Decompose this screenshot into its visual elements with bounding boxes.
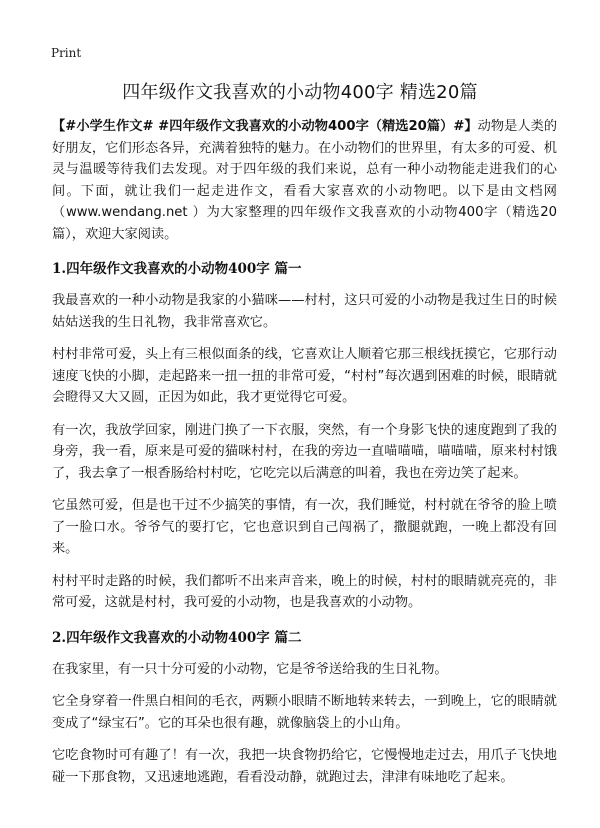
intro-text: 动物是人类的好朋友，它们形态各异，充满着独特的魅力。在小动物们的世界里，有太多的可爱、机灵与温暖等待我们去发现。对于四年级的我们来说，总有一种小动物能走进我们的心间。下面，就让我们一起走进作文，看看大家喜欢的小动物吧。以下是由文档网（www.wendang.net ）为大家整理的四年级作文我喜欢的小动物400字（精选20篇），欢迎大家阅读。 xyxy=(52,119,558,242)
section-2-paragraph-3: 它吃食物时可有趣了！有一次，我把一块食物扔给它，它慢慢地走过去，用爪子飞快地碰一下那食物，又迅速地逃跑，看看没动静，就跑过去，津津有味地吃了起来。 xyxy=(52,748,557,785)
section-heading-1: 1.四年级作文我喜欢的小动物400字 篇一 xyxy=(52,261,302,277)
section-1-paragraph-4: 它虽然可爱，但是也干过不少搞笑的事情，有一次，我们睡觉，村村就在爷爷的脸上喷了一脸口水。爷爷气的要打它，它也意识到自己闯祸了，撒腿就跑，一晚上都没有回来。 xyxy=(52,498,557,556)
section-1-paragraph-3: 有一次，我放学回家，刚进门换了一下衣服，突然，有一个身影飞快的速度跑到了我的身旁，我一看，原来是可爱的猫咪村村，在我的旁边一直喵喵喵，喵喵喵，原来村村饿了，我去拿了一根香肠给村村吃，它吃完以后满意的叫着，我也在旁边笑了起来。 xyxy=(52,422,557,481)
section-2-paragraph-2: 它全身穿着一件黑白相间的毛衣，两颗小眼睛不断地转来转去，一到晚上，它的眼睛就变成了“绿宝石”。它的耳朵也很有趣，就像脑袋上的小山角。 xyxy=(52,694,557,731)
document-title: 四年级作文我喜欢的小动物400字 精选20篇 xyxy=(122,82,478,103)
print-link[interactable]: Print xyxy=(51,46,82,60)
section-1-paragraph-2: 村村非常可爱，头上有三根似面条的线，它喜欢让人顺着它那三根线抚摸它，它那行动速度飞快的小脚，走起路来一扭一扭的非常可爱，“村村”每次遇到困难的时候，眼睛就会瞪得又大又圆，正因为如此，我才更觉得它可爱。 xyxy=(52,347,557,405)
section-1-paragraph-5: 村村平时走路的时候，我们都听不出来声音来，晚上的时候，村村的眼睛就亮亮的，非常可爱，这就是村村，我可爱的小动物，也是我喜欢的小动物。 xyxy=(52,573,557,610)
section-2-paragraph-1: 在我家里，有一只十分可爱的小动物，它是爷爷送给我的生日礼物。 xyxy=(52,661,448,677)
intro-tag: 【#小学生作文# #四年级作文我喜欢的小动物400字（精选20篇）#】 xyxy=(52,119,478,134)
article-body xyxy=(52,116,557,799)
section-heading-2: 2.四年级作文我喜欢的小动物400字 篇二 xyxy=(52,629,302,646)
section-1-paragraph-1: 我最喜欢的一种小动物是我家的小猫咪——村村，这只可爱的小动物是我过生日的时候姑姑送我的生日礼物，我非常喜欢它。 xyxy=(52,293,557,330)
intro-paragraph xyxy=(52,116,557,245)
